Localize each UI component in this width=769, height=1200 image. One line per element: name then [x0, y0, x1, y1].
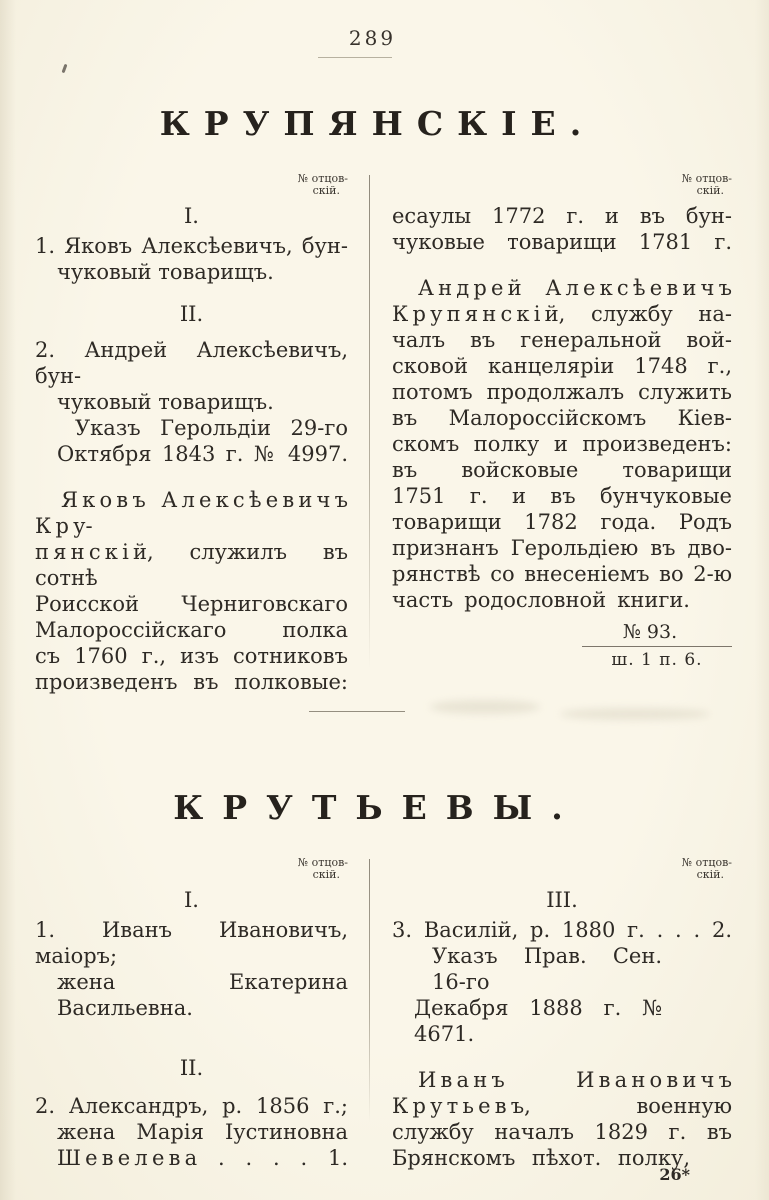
text-line: часть родословной книги.: [392, 588, 690, 612]
krupyanskie-right-column: [392, 173, 732, 670]
continued-paragraph: [392, 203, 732, 255]
text-line: рянствѣ со внесеніемъ во 2-ю: [392, 562, 732, 586]
text-line: Октября 1843 г. № 4997.: [57, 442, 348, 466]
column-gutter: [348, 857, 392, 1184]
text-line: Указъ Прав. Сен. 16-го: [432, 944, 662, 994]
column-header-line: № отцов-: [681, 856, 732, 869]
text-line: въ Малороссійскомъ Кіев-: [392, 406, 732, 430]
person-entry-1: [35, 233, 348, 285]
text-line: Малороссійскаго полка: [35, 618, 348, 642]
krupyanskie-section: [0, 173, 769, 695]
text-line: 2. Александръ, р. 1856 г.;: [35, 1094, 348, 1118]
father-number-column-header: [392, 857, 732, 881]
father-number-column-header: [392, 173, 732, 197]
text-line: 1751 г. и въ бунчуковые: [392, 484, 732, 508]
family-title-krupyanskie: КРУПЯНСКІЕ.: [159, 104, 596, 143]
record-number: № 93.: [582, 621, 732, 647]
person-entry-2: [35, 337, 348, 467]
krutyevy-left-column: [35, 857, 348, 1171]
generation-numeral-2: II.: [179, 302, 204, 326]
father-number-column-header: [35, 173, 348, 197]
text-line: п я н с к і й, служилъ въ сотнѣ: [35, 540, 348, 590]
text-line: службу началъ 1829 г. въ: [392, 1120, 732, 1144]
column-header-line: № отцов-: [681, 172, 732, 185]
text-line: К р у т ь е в ъ, военную: [392, 1094, 732, 1118]
text-line: есаулы 1772 г. и въ бун-: [392, 204, 732, 228]
text-line: Ш е в е л е в а . . . . 1.: [57, 1146, 348, 1170]
column-header-line: № отцов-: [297, 172, 348, 185]
text-line: признанъ Герольдіею въ дво-: [392, 536, 732, 560]
column-header-line: скій.: [696, 184, 724, 197]
text-line: Декабря 1888 г. № 4671.: [414, 996, 662, 1046]
person-entry-3: [392, 917, 732, 1047]
text-line: А н д р е й А л е к с ѣ е в и ч ъ: [418, 276, 732, 300]
text-line: Указъ Герольдіи 29-го: [75, 416, 348, 440]
text-line: потомъ продолжалъ служить: [392, 380, 732, 404]
page-number-rule: [318, 57, 392, 58]
text-line: Роисской Черниговскаго: [35, 592, 348, 616]
text-line: чуковый товарищъ.: [57, 390, 274, 414]
person-entry-2: [35, 1093, 348, 1171]
krutyevy-section: [0, 857, 769, 1184]
text-line: 3. Василій, р. 1880 г. . . . 2.: [392, 918, 732, 942]
scan-speck: [62, 64, 68, 73]
generation-numeral-2: II.: [179, 1056, 204, 1080]
text-line: жена Марія Іустиновна: [57, 1120, 348, 1144]
column-header-line: скій.: [312, 868, 340, 881]
scan-smudge: [430, 700, 540, 714]
generation-numeral-3: III.: [546, 888, 578, 912]
text-line: 1. Иванъ Ивановичъ, маіоръ;: [35, 918, 348, 968]
text-line: произведенъ въ полковые:: [35, 670, 348, 694]
text-line: Брянскомъ пѣхот. полку,: [392, 1146, 690, 1170]
biography-paragraph: [35, 487, 348, 695]
text-line: 2. Андрей Алексѣевичъ, бун-: [35, 338, 348, 388]
biography-paragraph: [392, 275, 732, 613]
scan-smudge: [560, 708, 710, 720]
text-line: И в а н ъ И в а н о в и ч ъ: [418, 1068, 732, 1092]
column-divider-rule: [369, 175, 370, 669]
column-gutter: [348, 173, 392, 695]
page-number: 289: [348, 26, 397, 50]
text-line: Я к о в ъ А л е к с ѣ е в и ч ъ К р у-: [35, 488, 348, 538]
text-line: 1. Яковъ Алексѣевичъ, бун-: [35, 234, 348, 258]
column-header-line: № отцов-: [297, 856, 348, 869]
text-line: товарищи 1782 года. Родъ: [392, 510, 732, 534]
generation-numeral-1: I.: [184, 204, 199, 228]
text-line: сковой канцеляріи 1748 г.,: [392, 354, 732, 378]
text-line: К р у п я н с к і й, службу на-: [392, 302, 732, 326]
text-line: съ 1760 г., изъ сотниковъ: [35, 644, 348, 668]
archive-location: ш. 1 п. 6.: [611, 650, 703, 670]
krupyanskie-left-column: [35, 173, 348, 695]
krutyevy-right-column: [392, 857, 732, 1184]
text-line: чалъ въ генеральной вой-: [392, 328, 732, 352]
text-line: въ войсковые товарищи: [392, 458, 732, 482]
record-reference: [582, 621, 732, 670]
father-number-column-header: [35, 857, 348, 881]
text-line: чуковые товарищи 1781 г.: [392, 230, 732, 254]
family-title-krutyevy: КРУТЬЕВЫ.: [173, 788, 582, 827]
text-line: скомъ полку и произведенъ:: [392, 432, 732, 456]
column-divider-rule: [369, 859, 370, 1122]
text-line: жена Екатерина Васильевна.: [57, 970, 348, 1020]
section-divider-rule: [309, 711, 405, 712]
column-header-line: скій.: [312, 184, 340, 197]
generation-numeral-1: I.: [184, 888, 199, 912]
text-line: чуковый товарищъ.: [57, 260, 274, 284]
column-header-line: скій.: [696, 868, 724, 881]
biography-paragraph: [392, 1067, 732, 1171]
person-entry-1: [35, 917, 348, 1021]
printer-signature-mark: 26*: [659, 1165, 690, 1184]
